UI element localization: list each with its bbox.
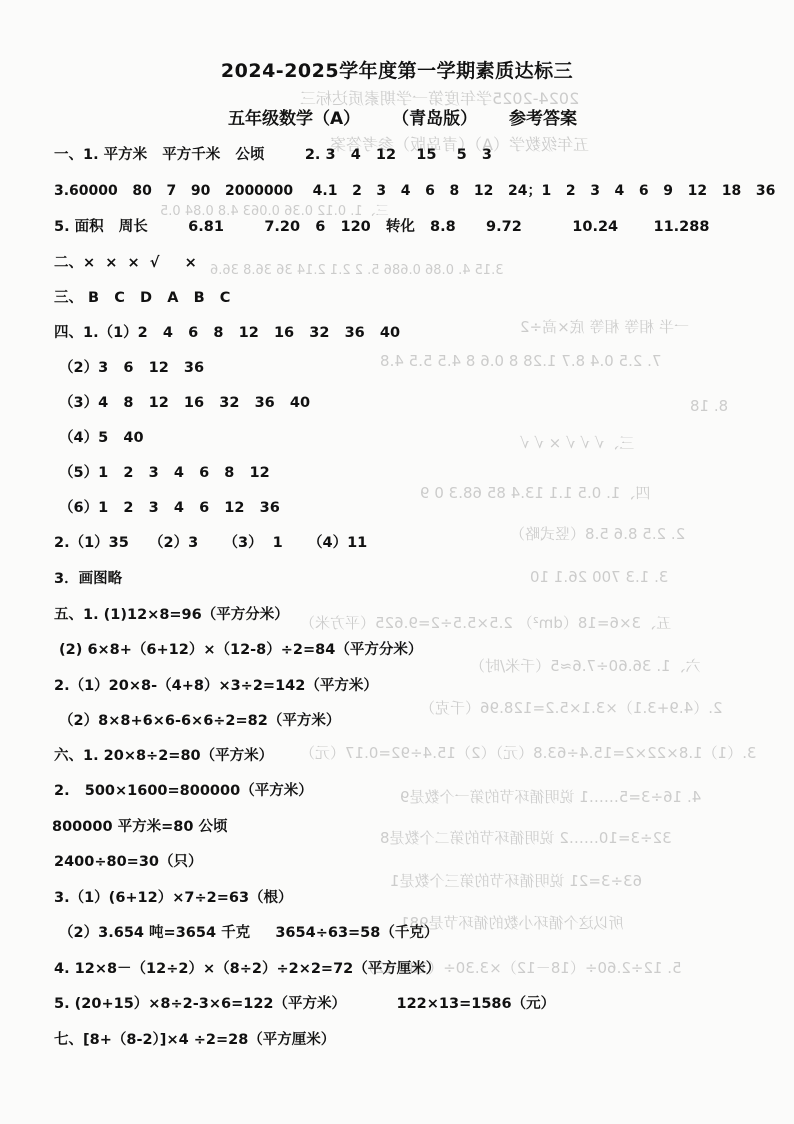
answer-line: 2.（1）20×8-（4+8）×3÷2=142（平方米） (54, 678, 378, 694)
answer-line: 二、× × × √ × (54, 255, 197, 271)
bleed-through-text: 8. 18 (690, 397, 729, 415)
answer-line: （3）4 8 12 16 32 36 40 (54, 395, 311, 411)
subtitle-edition: （青岛版） (392, 109, 478, 129)
bleed-through-text: 三、√ √ √ × √ √ (520, 434, 635, 452)
page-title: 2024-2025学年度第一学期素质达标三 (220, 60, 574, 82)
bleed-through-text: 五年级数学（A）（青岛版）参考答案 (330, 135, 589, 154)
bleed-through-text: 2. 2.5 8.6 5.8（竖式略） (510, 525, 686, 543)
bleed-through-text: 所以这个循环小数的循环节是981 (400, 914, 624, 932)
answer-line: 3.（1）(6+12）×7÷2=63（根） (54, 890, 293, 906)
answer-line: 五、1. (1)12×8=96（平方分米） (54, 607, 289, 623)
answer-line: 5. (20+15）×8÷2-3×6=122（平方米） 122×13=1586（元） (54, 996, 556, 1012)
subtitle-answer-key: 参考答案 (509, 109, 578, 129)
answer-line: 3.60000 80 7 90 2000000 4.1 2 3 4 6 8 12 24；1 2 3 4 6 9 12 18 36 (54, 183, 776, 199)
answer-line: 2. 500×1600=800000（平方米） (54, 783, 313, 799)
answer-line: （2）3 6 12 36 (54, 360, 205, 376)
answer-line: （2）8×8+6×6-6×6÷2=82（平方米） (54, 713, 341, 729)
page-subtitle (228, 104, 603, 129)
answer-line: 六、1. 20×8÷2=80（平方米） (54, 748, 274, 764)
bleed-through-text: 四、1. 0.5 1.1 13.4 85 68.3 0 9 (420, 484, 651, 502)
answer-line: (2) 6×8+（6+12）×（12-8）÷2=84（平方分米） (54, 642, 423, 658)
bleed-through-text: 4. 16÷3=5……1 说明循环节的第一个数是9 (400, 788, 702, 806)
bleed-through-text: 五、3×6=18（dm²） 2.5×5.5÷2=9.625（平方米） (300, 614, 672, 632)
answer-line: （5）1 2 3 4 6 8 12 (54, 465, 270, 481)
answer-line: 四、1.（1）2 4 6 8 12 16 32 36 40 (54, 325, 401, 341)
bleed-through-text: 六、1. 36.60÷7.6≈5（千米/时） (470, 657, 701, 675)
answer-line: 3．画图略 (54, 571, 123, 587)
answer-line: 2400÷80=30（只） (54, 854, 203, 870)
answer-line: 5. 面积 周长 6.81 7.20 6 120 转化 8.8 9.72 10.24 11.288 (54, 219, 710, 235)
answer-line: 2.（1）35 （2）3 （3） 1 （4）11 (54, 535, 368, 551)
bleed-through-text: 7. 2.5 0.4 8.7 1.28 8 0.6 8 4.5 5.5 4.8 (380, 352, 662, 370)
answer-line: 七、[8+（8-2）]×4 ÷2=28（平方厘米） (54, 1032, 336, 1048)
bleed-through-text: 3. 1.3 700 26.1 10 (530, 568, 669, 586)
subtitle-grade: 五年级数学（A） (228, 109, 361, 129)
bleed-through-text: 2.（4.9+3.1）×3.1×5.2=128.96（千克） (420, 699, 723, 717)
bleed-through-text: 一半 相等 相等 底×高÷2 (520, 318, 689, 336)
answer-line: （4）5 40 (54, 430, 144, 446)
answer-line: （2）3.654 吨=3654 千克 3654÷63=58（千克） (54, 925, 439, 941)
answer-line: 一、1. 平方米 平方千米 公顷 2. 3 4 12 15 5 3 (54, 147, 492, 163)
bleed-through-text: 3.（1）1.8×22×2=15.4÷63.8（元）（2）15.4÷92=0.17（元） (300, 744, 757, 762)
bleed-through-text: 32÷3=10……2 说明循环节的第二个数是8 (380, 829, 672, 847)
bleed-through-text: 5. 12÷2.60÷（18－12）×3.30÷（18－12） (360, 959, 682, 977)
bleed-through-text: 2024-2025学年度第一学期素质达标三 (300, 89, 580, 108)
bleed-through-text: 3.15 4. 0.86 0.686 5. 2 2.1 2.14 36 36.8 36.6 (210, 263, 504, 278)
answer-line: （6）1 2 3 4 6 12 36 (54, 500, 280, 516)
answer-line: 4. 12×8－（12÷2）×（8÷2）÷2×2=72（平方厘米） (54, 961, 441, 977)
answer-line: 800000 平方米=80 公顷 (52, 819, 228, 835)
bleed-through-text: 三、1. 0.12 0.36 0.063 4.8 0.84 0.5 (160, 204, 389, 219)
bleed-through-text: 63÷3=21 说明循环节的第三个数是1 (390, 872, 643, 890)
answer-line: 三、 B C D A B C (54, 290, 231, 306)
